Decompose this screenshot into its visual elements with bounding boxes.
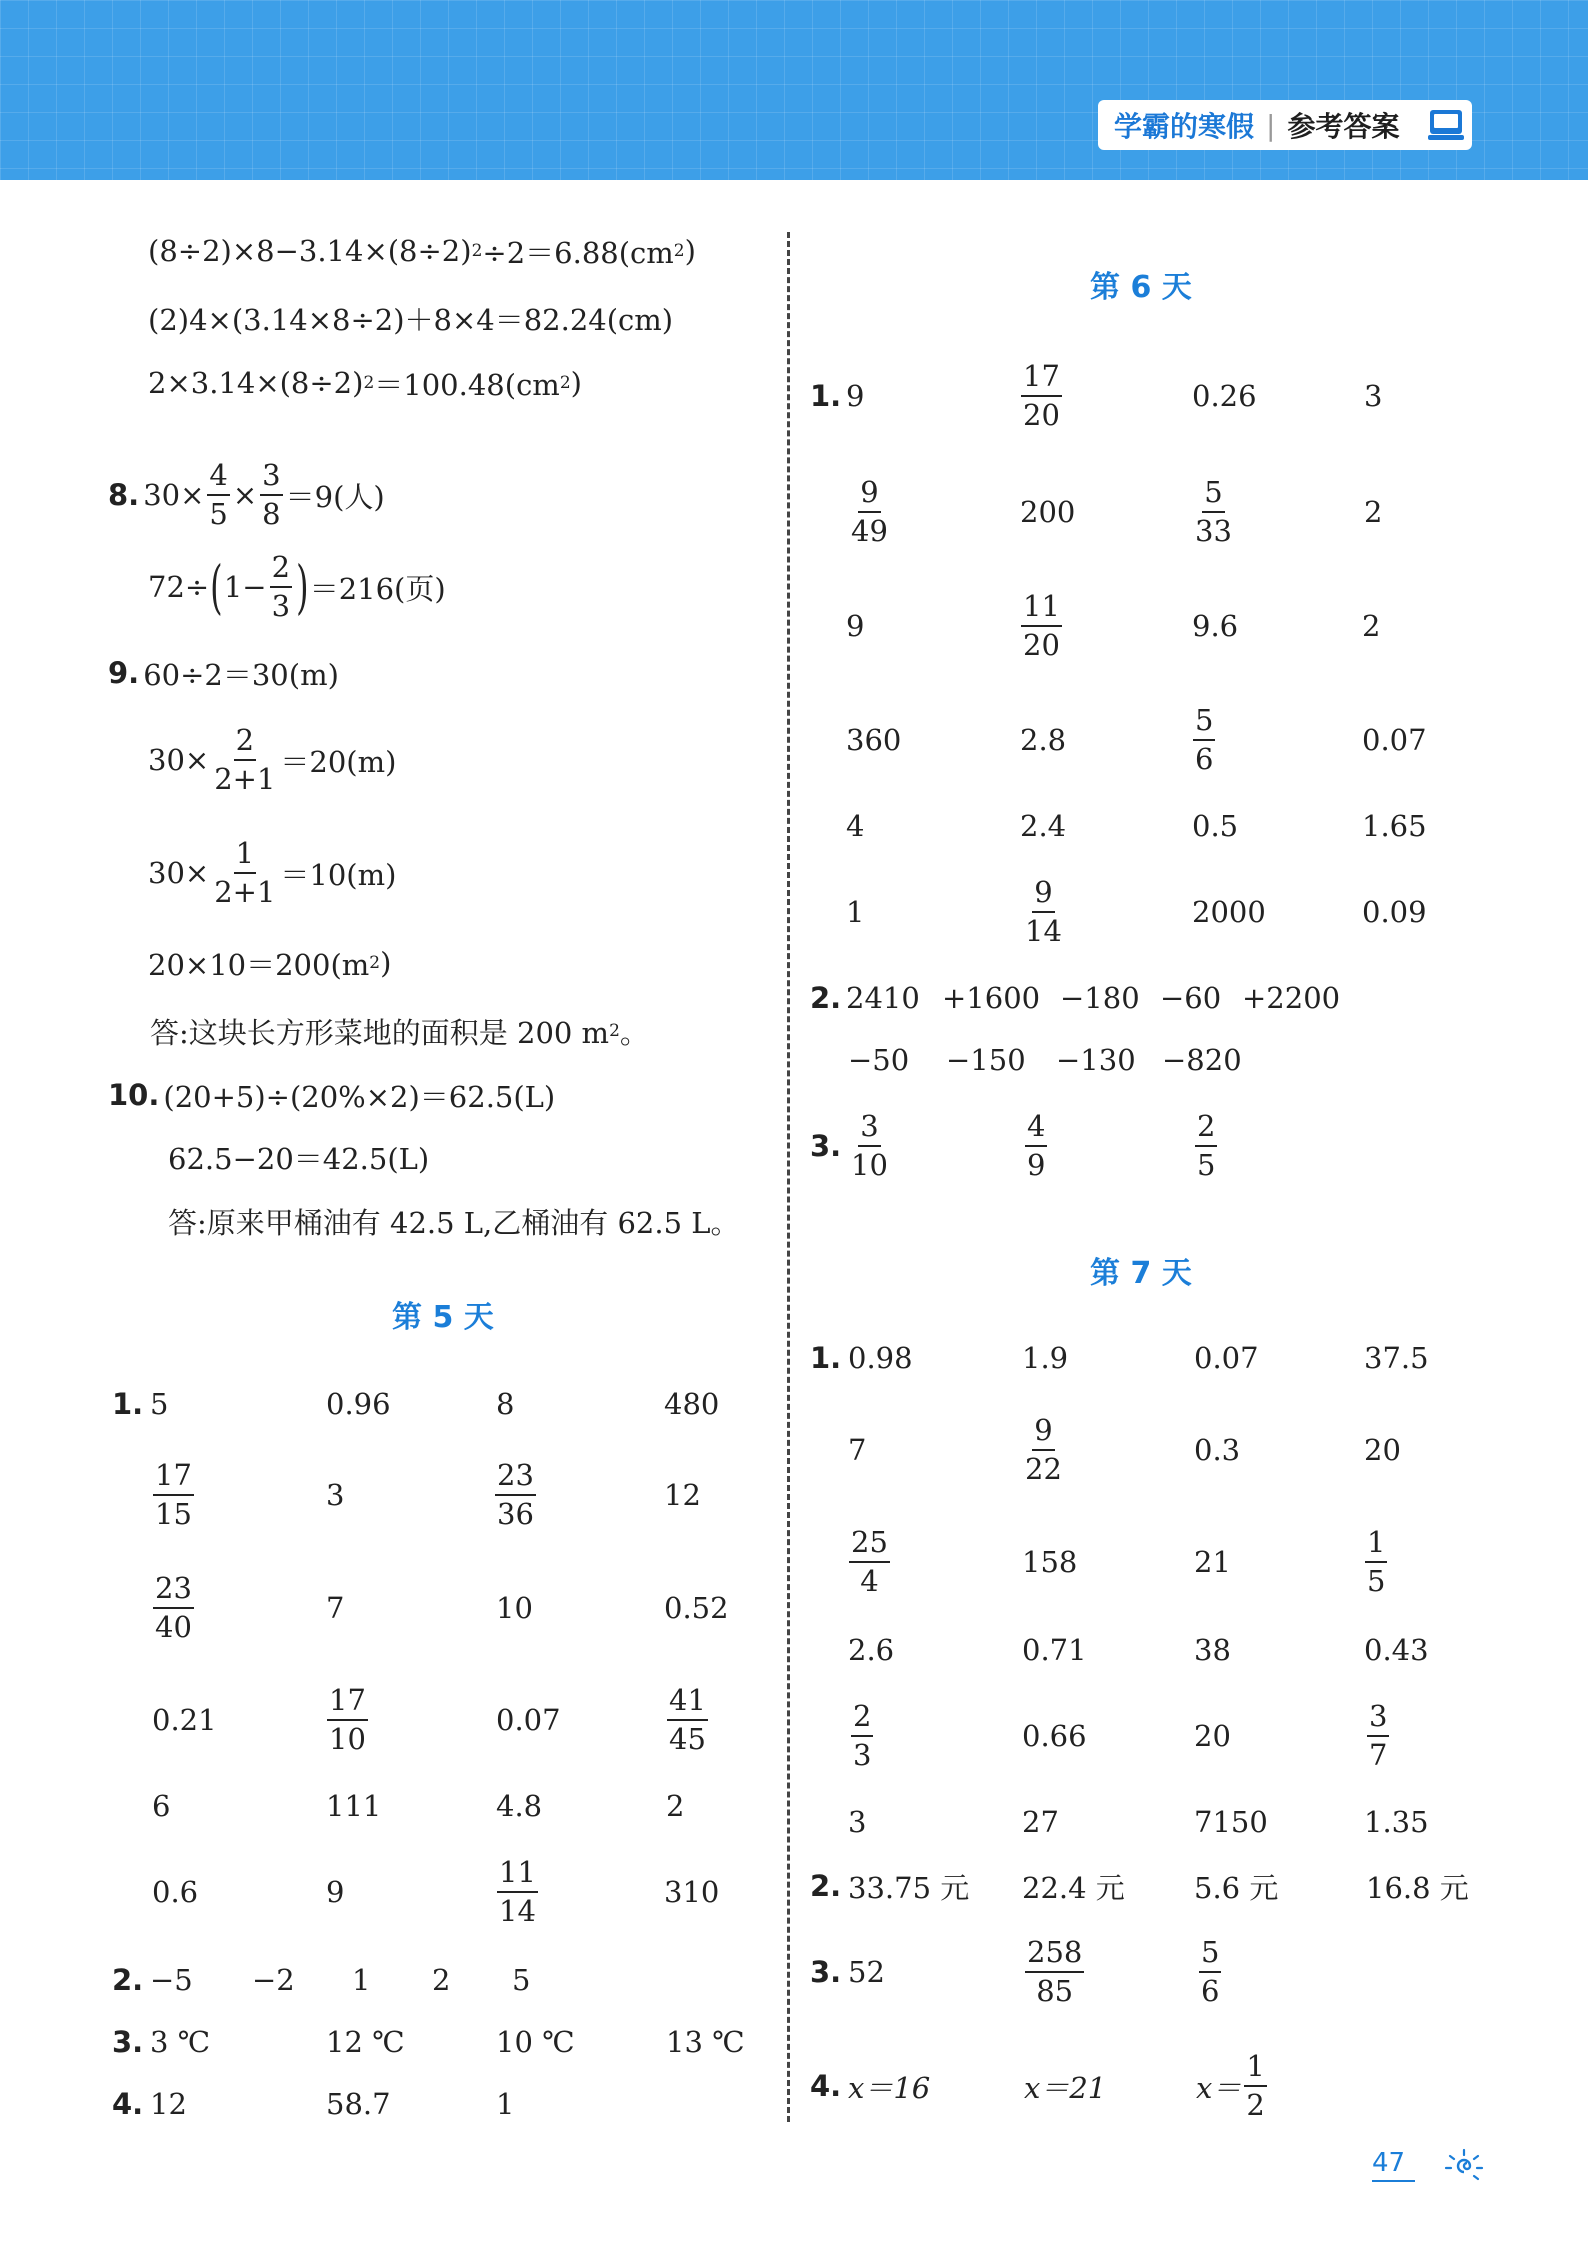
answer-cell: 10 ℃ bbox=[496, 2025, 575, 2059]
answer-cell: 5 bbox=[150, 1387, 169, 1421]
expr: x＝ bbox=[1196, 2070, 1242, 2105]
fraction bbox=[667, 1683, 708, 1756]
denominator: 40 bbox=[155, 1610, 192, 1644]
answer-cell: 1 bbox=[496, 2087, 515, 2121]
item-number bbox=[810, 356, 845, 436]
answer-cell: 0.21 bbox=[152, 1703, 217, 1737]
answer-cell: 9 bbox=[846, 609, 865, 643]
answer-cell bbox=[846, 1106, 893, 1186]
answer-line bbox=[148, 228, 696, 274]
day-6-title: 第 6 天 bbox=[1090, 270, 1192, 305]
answer-cell bbox=[1020, 1410, 1067, 1490]
fraction bbox=[1021, 359, 1062, 432]
question-number: 1. bbox=[810, 1341, 842, 1375]
denominator: 2+1 bbox=[214, 762, 276, 796]
answer-cell: 7 bbox=[848, 1433, 867, 1467]
denominator: 49 bbox=[851, 514, 888, 548]
numerator: 258 bbox=[1025, 1938, 1084, 1973]
numerator: 5 bbox=[1202, 478, 1224, 513]
expr: 20×10＝200(m bbox=[148, 947, 370, 982]
numerator: 4 bbox=[1025, 1112, 1047, 1147]
answer-cell bbox=[1364, 1696, 1392, 1776]
answer-cell: 37.5 bbox=[1364, 1341, 1429, 1375]
item-number bbox=[810, 1106, 845, 1186]
header-subtitle: 参考答案 bbox=[1287, 110, 1400, 143]
expr: ＝9(人) bbox=[285, 479, 385, 514]
header-badge bbox=[1098, 100, 1472, 150]
numerator: 2 bbox=[1195, 1112, 1217, 1147]
answer-cell: 58.7 bbox=[326, 2087, 391, 2121]
answer-cell: 4.8 bbox=[496, 1789, 543, 1823]
answer-cell: x＝16 bbox=[848, 2070, 931, 2105]
numerator: 17 bbox=[1021, 362, 1062, 397]
answer-cell bbox=[150, 1568, 197, 1648]
expr: 72÷ bbox=[148, 570, 210, 604]
header-separator: | bbox=[1266, 108, 1276, 142]
answer-line bbox=[148, 940, 391, 986]
numerator: 23 bbox=[495, 1461, 536, 1496]
answer-cell: 0.66 bbox=[1022, 1719, 1087, 1753]
book-icon bbox=[1428, 108, 1464, 142]
answer-text: 。 bbox=[619, 1015, 649, 1050]
question-number: 8. bbox=[108, 478, 140, 512]
answer-cell bbox=[1018, 586, 1065, 666]
answer-cell: −150 bbox=[946, 1043, 1026, 1077]
fraction bbox=[1193, 703, 1215, 776]
answer-cell: −820 bbox=[1162, 1043, 1242, 1077]
numerator: 9 bbox=[1032, 1416, 1054, 1451]
answer-cell: 2 bbox=[1364, 495, 1383, 529]
answer-cell: 2.4 bbox=[1020, 809, 1067, 843]
denominator: 10 bbox=[329, 1722, 366, 1756]
numerator: 17 bbox=[327, 1686, 368, 1721]
denominator: 6 bbox=[1195, 742, 1214, 776]
answer-cell: −130 bbox=[1056, 1043, 1136, 1077]
answer-cell: −5 bbox=[150, 1963, 193, 1997]
answer-cell: 1.35 bbox=[1364, 1805, 1429, 1839]
expr: 30× bbox=[148, 856, 210, 890]
expr: 62.5−20＝42.5(L) bbox=[168, 1141, 430, 1176]
answer-cell: 360 bbox=[846, 723, 902, 757]
answer-cell bbox=[1190, 472, 1237, 552]
answer-cell bbox=[1018, 356, 1065, 436]
question-number: 1. bbox=[112, 1387, 144, 1421]
answer-line bbox=[168, 1198, 740, 1244]
fraction bbox=[1195, 1109, 1217, 1182]
fraction bbox=[849, 1525, 890, 1598]
answer-cell: 0.07 bbox=[1194, 1341, 1259, 1375]
numerator: 11 bbox=[497, 1858, 538, 1893]
numerator: 1 bbox=[234, 839, 256, 874]
denominator: 45 bbox=[669, 1722, 706, 1756]
expr: (20+5)÷(20%×2)＝62.5(L) bbox=[163, 1079, 556, 1114]
answer-cell bbox=[846, 472, 893, 552]
answer-cell: 3 bbox=[848, 1805, 867, 1839]
fraction bbox=[207, 458, 229, 531]
exponent: 2 bbox=[559, 373, 571, 393]
answer-cell: 3 bbox=[326, 1478, 345, 1512]
answer-cell: 200 bbox=[1020, 495, 1076, 529]
answer-cell: 7 bbox=[326, 1591, 345, 1625]
answer-line bbox=[148, 828, 396, 918]
numerator: 9 bbox=[1032, 878, 1054, 913]
answer-cell bbox=[1020, 872, 1067, 952]
answer-cell: 20 bbox=[1194, 1719, 1231, 1753]
denominator: 20 bbox=[1023, 628, 1060, 662]
denominator: 85 bbox=[1036, 1974, 1074, 2008]
fraction bbox=[1021, 589, 1062, 662]
denominator: 5 bbox=[209, 497, 228, 531]
expr: ＝216(页) bbox=[309, 571, 446, 606]
answer-cell: 0.07 bbox=[1362, 723, 1427, 757]
answer-cell: 1.65 bbox=[1362, 809, 1427, 843]
fraction bbox=[849, 475, 890, 548]
answer-cell: 0.43 bbox=[1364, 1633, 1429, 1667]
answer-cell: 2.6 bbox=[848, 1633, 895, 1667]
answer-text: 答:这块长方形菜地的面积是 200 m bbox=[150, 1015, 610, 1050]
question-number: 2. bbox=[810, 1869, 842, 1903]
answer-cell: 12 bbox=[664, 1478, 701, 1512]
fraction bbox=[270, 550, 292, 623]
numerator: 25 bbox=[849, 1528, 890, 1563]
denominator: 22 bbox=[1025, 1452, 1062, 1486]
question-number: 4. bbox=[112, 2087, 144, 2121]
answer-text: 答:原来甲桶油有 42.5 L,乙桶油有 62.5 L。 bbox=[168, 1205, 740, 1240]
answer-cell: 38 bbox=[1194, 1633, 1231, 1667]
answer-cell: 12 bbox=[150, 2087, 187, 2121]
fraction bbox=[153, 1458, 194, 1531]
numerator: 5 bbox=[1193, 706, 1215, 741]
question-number: 9. bbox=[108, 656, 140, 690]
exponent: 2 bbox=[471, 241, 483, 261]
fraction bbox=[327, 1683, 368, 1756]
answer-cell: 12 ℃ bbox=[326, 2025, 405, 2059]
fraction bbox=[1365, 1525, 1387, 1598]
expr: 2×3.14×(8÷2) bbox=[148, 366, 364, 400]
answer-cell: 1 bbox=[352, 1963, 371, 1997]
denominator: 4 bbox=[860, 1564, 879, 1598]
denominator: 3 bbox=[271, 589, 291, 623]
answer-cell: 310 bbox=[664, 1875, 720, 1909]
denominator: 14 bbox=[1025, 914, 1062, 948]
question-number: 3. bbox=[810, 1955, 842, 1989]
answer-cell bbox=[664, 1680, 711, 1760]
answer-cell: −50 bbox=[848, 1043, 910, 1077]
question-number: 3. bbox=[112, 2025, 144, 2059]
numerator: 1 bbox=[1244, 2052, 1266, 2087]
answer-cell: 22.4 元 bbox=[1022, 1870, 1125, 1905]
question-number: 2. bbox=[810, 981, 842, 1015]
answer-cell: 0.26 bbox=[1192, 379, 1257, 413]
answer-cell: 2 bbox=[666, 1789, 685, 1823]
answer-cell bbox=[1190, 700, 1218, 780]
answer-cell: 0.71 bbox=[1022, 1633, 1087, 1667]
answer-cell: 2410 bbox=[846, 981, 920, 1015]
answer-cell: 0.6 bbox=[152, 1875, 199, 1909]
item-number bbox=[810, 2046, 845, 2126]
answer-cell: 7150 bbox=[1194, 1805, 1268, 1839]
answer-cell: 6 bbox=[152, 1789, 171, 1823]
answer-cell: 0.5 bbox=[1192, 809, 1239, 843]
answer-cell bbox=[846, 1522, 893, 1602]
item-number bbox=[810, 1318, 845, 1398]
denominator: 5 bbox=[1367, 1564, 1386, 1598]
answer-cell: 9 bbox=[846, 379, 865, 413]
answer-cell: 10 bbox=[496, 1591, 533, 1625]
denominator: 2+1 bbox=[214, 875, 276, 909]
fraction bbox=[1023, 1413, 1064, 1486]
answer-cell: 20 bbox=[1364, 1433, 1401, 1467]
expr: (8÷2)×8−3.14×(8÷2) bbox=[148, 234, 472, 268]
numerator: 9 bbox=[858, 478, 880, 513]
item-number bbox=[112, 1364, 147, 1444]
answer-cell: 9 bbox=[326, 1875, 345, 1909]
fraction bbox=[1367, 1699, 1389, 1772]
expr: 1− bbox=[223, 570, 267, 604]
day-5-title: 第 5 天 bbox=[392, 1300, 494, 1335]
item-number bbox=[810, 1932, 845, 2012]
column-divider bbox=[787, 232, 790, 2122]
fraction bbox=[260, 458, 282, 531]
answer-cell: 0.09 bbox=[1362, 895, 1427, 929]
denominator: 10 bbox=[851, 1148, 888, 1182]
denominator: 9 bbox=[1027, 1148, 1046, 1182]
answer-cell: 2 bbox=[1362, 609, 1381, 643]
answer-cell bbox=[1196, 1932, 1224, 2012]
exponent: 2 bbox=[673, 241, 685, 261]
answer-cell bbox=[1022, 1932, 1087, 2012]
answer-cell bbox=[324, 1680, 371, 1760]
answer-cell: 5.6 元 bbox=[1194, 1870, 1279, 1905]
expr: 30× bbox=[148, 743, 210, 777]
answer-cell: −60 bbox=[1160, 981, 1222, 1015]
answer-cell: 3 bbox=[1364, 379, 1383, 413]
answer-cell: 4 bbox=[846, 809, 865, 843]
numerator: 5 bbox=[1199, 1938, 1221, 1973]
header-title: 学霸的寒假 bbox=[1114, 110, 1255, 143]
answer-cell: +1600 bbox=[942, 981, 1041, 1015]
answer-cell: 2.8 bbox=[1020, 723, 1067, 757]
answer-cell: 0.07 bbox=[496, 1703, 561, 1737]
denominator: 2 bbox=[1246, 2088, 1265, 2122]
answer-cell bbox=[848, 1696, 876, 1776]
answer-cell bbox=[150, 1455, 197, 1535]
answer-line bbox=[148, 360, 582, 406]
denominator: 14 bbox=[499, 1894, 536, 1928]
page-header bbox=[0, 0, 1588, 180]
answer-line bbox=[148, 542, 446, 632]
expr: 30× bbox=[143, 478, 205, 512]
answer-cell bbox=[492, 1455, 539, 1535]
expr: ) bbox=[570, 366, 582, 400]
expr: (2)4×(3.14×8÷2)＋8×4＝82.24(cm) bbox=[148, 302, 674, 337]
denominator: 20 bbox=[1023, 398, 1060, 432]
question-number: 4. bbox=[810, 2069, 842, 2103]
fraction bbox=[212, 723, 277, 796]
denominator: 8 bbox=[262, 497, 281, 531]
answer-cell: 27 bbox=[1022, 1805, 1059, 1839]
answer-cell: 0.52 bbox=[664, 1591, 729, 1625]
numerator: 2 bbox=[270, 553, 292, 588]
question-number: 2. bbox=[112, 1963, 144, 1997]
denominator: 3 bbox=[853, 1738, 872, 1772]
question-number: 10. bbox=[108, 1078, 160, 1112]
item-number bbox=[810, 1846, 845, 1926]
answer-cell: 13 ℃ bbox=[666, 2025, 745, 2059]
numerator: 41 bbox=[667, 1686, 708, 1721]
fraction bbox=[497, 1855, 538, 1928]
answer-cell: 2 bbox=[432, 1963, 451, 1997]
answer-cell: +2200 bbox=[1242, 981, 1341, 1015]
fraction bbox=[495, 1458, 536, 1531]
fraction bbox=[1244, 2049, 1266, 2122]
answer-cell: −180 bbox=[1060, 981, 1140, 1015]
answer-cell: 0.3 bbox=[1194, 1433, 1241, 1467]
exponent: 2 bbox=[609, 1021, 620, 1041]
question-number: 3. bbox=[810, 1129, 842, 1163]
answer-cell: 8 bbox=[496, 1387, 515, 1421]
denominator: 15 bbox=[155, 1497, 192, 1531]
question-number: 1. bbox=[810, 379, 842, 413]
answer-cell bbox=[1022, 1106, 1050, 1186]
answer-cell: 111 bbox=[326, 1789, 382, 1823]
numerator: 23 bbox=[153, 1574, 194, 1609]
fraction bbox=[851, 1699, 873, 1772]
item-number bbox=[810, 958, 845, 1038]
expr: × bbox=[232, 478, 258, 512]
answer-line bbox=[148, 715, 396, 805]
answer-line bbox=[148, 295, 673, 341]
fraction bbox=[1025, 1935, 1084, 2008]
numerator: 2 bbox=[851, 1702, 873, 1737]
expr: ) bbox=[380, 946, 392, 980]
fraction bbox=[849, 1109, 890, 1182]
numerator: 3 bbox=[260, 461, 282, 496]
fraction bbox=[212, 836, 277, 909]
numerator: 2 bbox=[234, 726, 256, 761]
expr: 60÷2＝30(m) bbox=[143, 657, 339, 692]
question-9 bbox=[108, 650, 339, 696]
expr: ÷2＝6.88(cm bbox=[482, 235, 674, 270]
answer-cell bbox=[1192, 1106, 1220, 1186]
answer-cell: 33.75 元 bbox=[848, 1870, 970, 1905]
answer-cell: 0.98 bbox=[848, 1341, 913, 1375]
denominator: 7 bbox=[1369, 1738, 1388, 1772]
denominator: 33 bbox=[1195, 514, 1232, 548]
answer-cell: 16.8 元 bbox=[1366, 1870, 1469, 1905]
denominator: 5 bbox=[1197, 1148, 1216, 1182]
answer-line bbox=[168, 1134, 429, 1180]
answer-cell: 1.9 bbox=[1022, 1341, 1069, 1375]
answer-cell: 52 bbox=[848, 1955, 885, 1989]
answer-cell: 1 bbox=[846, 895, 865, 929]
expr: ＝10(m) bbox=[280, 857, 397, 892]
question-8 bbox=[108, 450, 385, 540]
day-7-title: 第 7 天 bbox=[1090, 1256, 1192, 1291]
fraction bbox=[1023, 875, 1064, 948]
answer-cell bbox=[1196, 2046, 1270, 2126]
expr: ＝100.48(cm bbox=[374, 367, 560, 402]
page-number: 47 bbox=[1372, 2148, 1415, 2182]
answer-cell: 5 bbox=[512, 1963, 531, 1997]
numerator: 1 bbox=[1365, 1528, 1387, 1563]
numerator: 4 bbox=[207, 461, 229, 496]
answer-cell bbox=[1362, 1522, 1390, 1602]
answer-cell: 480 bbox=[664, 1387, 720, 1421]
answer-cell: 158 bbox=[1022, 1545, 1078, 1579]
paren: ) bbox=[296, 553, 309, 621]
question-10 bbox=[108, 1072, 555, 1118]
numerator: 3 bbox=[858, 1112, 880, 1147]
denominator: 6 bbox=[1201, 1974, 1220, 2008]
expr: ) bbox=[684, 234, 696, 268]
fraction bbox=[1193, 475, 1234, 548]
answer-cell: 0.96 bbox=[326, 1387, 391, 1421]
denominator: 36 bbox=[497, 1497, 534, 1531]
answer-cell: 21 bbox=[1194, 1545, 1231, 1579]
answer-cell: 3 ℃ bbox=[150, 2025, 211, 2059]
item-number bbox=[112, 2064, 147, 2144]
answer-cell bbox=[494, 1852, 541, 1932]
numerator: 17 bbox=[153, 1461, 194, 1496]
fraction bbox=[1025, 1109, 1047, 1182]
numerator: 3 bbox=[1367, 1702, 1389, 1737]
answer-cell: 9.6 bbox=[1192, 609, 1239, 643]
answer-line bbox=[150, 1008, 649, 1054]
fraction bbox=[153, 1571, 194, 1644]
exponent: 2 bbox=[369, 953, 381, 973]
sun-swirl-icon bbox=[1442, 2146, 1486, 2186]
numerator: 11 bbox=[1021, 592, 1062, 627]
expr: ＝20(m) bbox=[280, 744, 397, 779]
exponent: 2 bbox=[363, 373, 375, 393]
answer-cell: −2 bbox=[252, 1963, 295, 1997]
answer-cell: 2000 bbox=[1192, 895, 1266, 929]
paren: ( bbox=[210, 553, 223, 621]
fraction bbox=[1199, 1935, 1221, 2008]
answer-cell: x＝21 bbox=[1024, 2070, 1107, 2105]
